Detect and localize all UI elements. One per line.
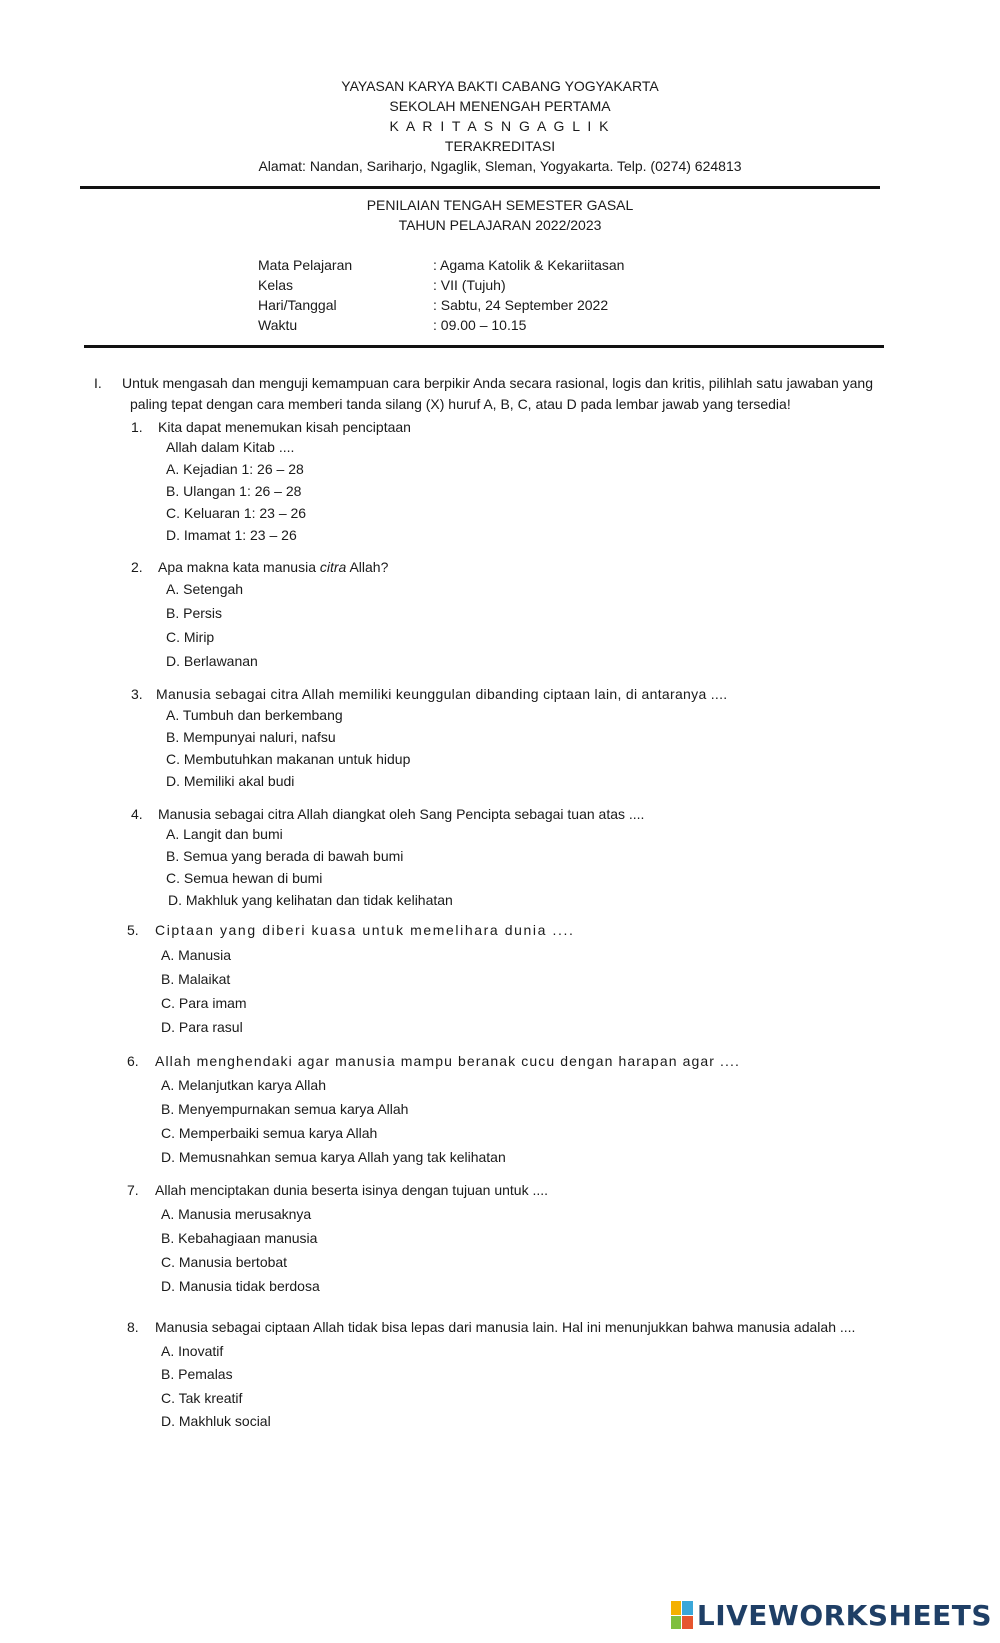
info-value-subject: : Agama Katolik & Kekariitasan [433,257,625,273]
option-d[interactable]: D. Makhluk yang kelihatan dan tidak kelihatan [168,892,453,908]
option-a[interactable]: A. Kejadian 1: 26 – 28 [166,461,304,477]
question-number: 3. [131,686,143,702]
option-a[interactable]: A. Setengah [166,581,244,597]
question-text-continued: Allah dalam Kitab .... [166,439,295,455]
option-c[interactable]: C. Para imam [161,995,247,1011]
info-label-date: Hari/Tanggal [258,297,337,313]
option-c[interactable]: C. Keluaran 1: 23 – 26 [166,505,307,521]
option-d[interactable]: D. Para rasul [161,1019,243,1035]
liveworksheets-logo [671,1597,992,1633]
logo-square-yellow [671,1601,682,1615]
option-b[interactable]: B. Mempunyai naluri, nafsu [166,729,336,745]
question-number: 4. [131,806,143,822]
option-b[interactable]: B. Malaikat [161,971,231,987]
info-divider [84,345,884,348]
option-b[interactable]: B. Persis [166,605,223,621]
logo-square-red [682,1616,693,1630]
question-text: Allah menciptakan dunia beserta isinya dengan tujuan untuk .... [155,1182,549,1198]
info-value-date: : Sabtu, 24 September 2022 [433,297,609,313]
question-text: Allah menghendaki agar manusia mampu beranak cucu dengan harapan agar .... [155,1053,740,1069]
option-c[interactable]: C. Tak kreatif [161,1390,243,1406]
question-number: 6. [127,1053,139,1069]
option-a[interactable]: A. Melanjutkan karya Allah [161,1077,326,1093]
option-c[interactable]: C. Manusia bertobat [161,1254,288,1270]
option-b[interactable]: B. Ulangan 1: 26 – 28 [166,483,302,499]
question-text: Ciptaan yang diberi kuasa untuk memelihara dunia .... [155,922,575,938]
option-c[interactable]: C. Semua hewan di bumi [166,870,323,886]
info-label-time: Waktu [258,317,298,333]
school-address: Alamat: Nandan, Sariharjo, Ngaglik, Sleman, Yogyakarta. Telp. (0274) 624813 [258,158,742,174]
question-text: Manusia sebagai citra Allah memiliki keunggulan dibanding ciptaan lain, di antaranya .... [156,686,728,702]
info-label-class: Kelas [258,277,294,293]
question-text [158,559,388,575]
question-number: 2. [131,559,143,575]
liveworksheets-logo-text: LIVEWORKSHEETS [696,1598,992,1632]
option-c[interactable]: C. Membutuhkan makanan untuk hidup [166,751,411,767]
option-a[interactable]: A. Manusia merusaknya [161,1206,312,1222]
school-name: K A R I T A S N G A G L I K [389,118,611,134]
option-d[interactable]: D. Manusia tidak berdosa [161,1278,320,1294]
option-d[interactable]: D. Memusnahkan semua karya Allah yang tak kelihatan [161,1149,506,1165]
info-label-subject: Mata Pelajaran [258,257,353,273]
info-value-class: : VII (Tujuh) [433,277,506,293]
option-a[interactable]: A. Inovatif [161,1343,224,1359]
question-text-italic: citra [319,559,347,575]
option-d[interactable]: D. Berlawanan [166,653,258,669]
option-a[interactable]: A. Tumbuh dan berkembang [166,707,343,723]
question-number: 8. [127,1319,139,1335]
info-value-time: : 09.00 – 10.15 [433,317,527,333]
option-d[interactable]: D. Makhluk social [161,1413,271,1429]
question-text-start: Apa makna kata manusia [158,559,320,575]
option-b[interactable]: B. Kebahagiaan manusia [161,1230,318,1246]
option-b[interactable]: B. Menyempurnakan semua karya Allah [161,1101,409,1117]
question-text: Kita dapat menemukan kisah penciptaan [158,419,411,435]
question-number: 5. [127,922,139,938]
option-a[interactable]: A. Manusia [161,947,232,963]
exam-year: TAHUN PELAJARAN 2022/2023 [398,217,602,233]
question-text: Manusia sebagai citra Allah diangkat oleh Sang Pencipta sebagai tuan atas .... [158,806,645,822]
question-number: 1. [131,419,143,435]
option-c[interactable]: C. Memperbaiki semua karya Allah [161,1125,378,1141]
exam-title: PENILAIAN TENGAH SEMESTER GASAL [366,197,634,213]
school-foundation: YAYASAN KARYA BAKTI CABANG YOGYAKARTA [341,78,659,94]
question-number: 7. [127,1182,139,1198]
liveworksheets-logo-icon [671,1601,693,1629]
option-d[interactable]: D. Imamat 1: 23 – 26 [166,527,297,543]
school-level: SEKOLAH MENENGAH PERTAMA [389,98,611,114]
section-instruction-line2: paling tepat dengan cara memberi tanda silang (X) huruf A, B, C, atau D pada lembar jawab yang tersedia! [130,396,791,412]
section-number: I. [94,375,102,391]
option-c[interactable]: C. Mirip [166,629,215,645]
option-b[interactable]: B. Pemalas [161,1366,233,1382]
letterhead-divider [80,186,880,189]
option-a[interactable]: A. Langit dan bumi [166,826,283,842]
question-text: Manusia sebagai ciptaan Allah tidak bisa lepas dari manusia lain. Hal ini menunjukkan bahwa manusia adalah .... [155,1319,856,1335]
logo-square-blue [682,1601,693,1615]
question-text-end: Allah? [346,559,389,575]
section-instruction-line1: Untuk mengasah dan menguji kemampuan cara berpikir Anda secara rasional, logis dan kritis, pilihlah satu jawaban yang [122,375,873,391]
option-d[interactable]: D. Memiliki akal budi [166,773,295,789]
logo-square-green [671,1616,682,1630]
option-b[interactable]: B. Semua yang berada di bawah bumi [166,848,404,864]
accreditation: TERAKREDITASI [444,138,556,154]
